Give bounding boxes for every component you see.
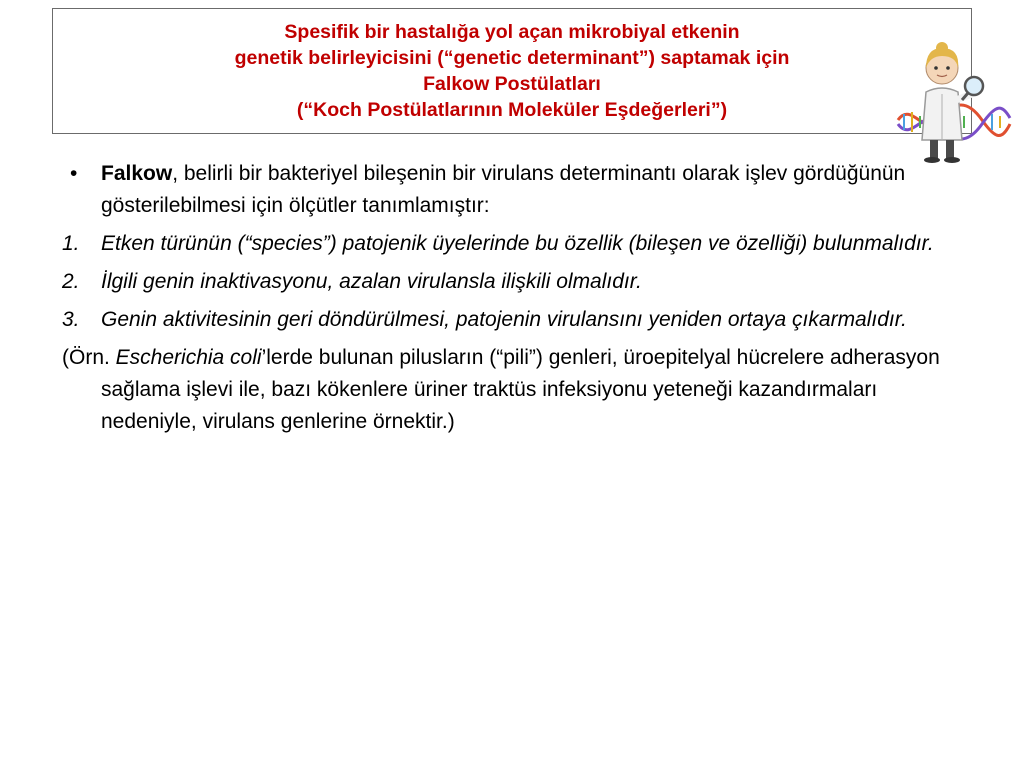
criterion-text: Genin aktivitesinin geri döndürülmesi, patojenin virulansını yeniden ortaya çıkarmalıdır. <box>101 308 907 331</box>
criterion-number: 3. <box>62 308 80 331</box>
criterion-1 <box>62 228 962 260</box>
title-line-4: (“Koch Postülatlarının Moleküler Eşdeğerleri”) <box>296 99 728 121</box>
slide-body <box>62 158 962 438</box>
intro-text: , belirli bir bakteriyel bileşenin bir virulans determinantı olarak işlev gördüğünün gösterilebilmesi için ölçütler tanımlamıştır: <box>101 162 906 217</box>
title-box <box>52 8 972 134</box>
falkow-name: Falkow <box>101 162 173 185</box>
criterion-3 <box>62 304 962 336</box>
criterion-2 <box>62 266 962 298</box>
criterion-text: Etken türünün (“species”) patojenik üyelerinde bu özellik (bileşen ve özelliği) bulunmalıdır. <box>101 232 934 255</box>
criterion-number: 2. <box>62 270 80 293</box>
scientist-magnifier-dna-icon <box>892 40 1012 165</box>
title-line-2: genetik belirleyicisini (“genetic determinant”) saptamak için <box>234 47 790 69</box>
criterion-number: 1. <box>62 232 80 255</box>
example-paragraph <box>62 342 962 438</box>
title-line-3: Falkow Postülatları <box>423 73 601 95</box>
example-prefix: (Örn. <box>62 346 116 369</box>
criterion-text: İlgili genin inaktivasyonu, azalan virulansla ilişkili olmalıdır. <box>101 270 642 293</box>
title-line-1: Spesifik bir hastalığa yol açan mikrobiyal etkenin <box>284 21 740 43</box>
bullet-marker: • <box>70 162 78 185</box>
intro-bullet <box>62 158 962 222</box>
species-name: Escherichia coli <box>115 346 262 369</box>
example-text: ’lerde bulunan pilusların (“pili”) genleri, üroepitelyal hücrelere adherasyon sağlama işlevi ile, bazı kökenlere üriner traktüs infeksiyonu yeteneği kazandırmaları nedeniyle, virulans genlerine örnektir.) <box>101 346 940 433</box>
